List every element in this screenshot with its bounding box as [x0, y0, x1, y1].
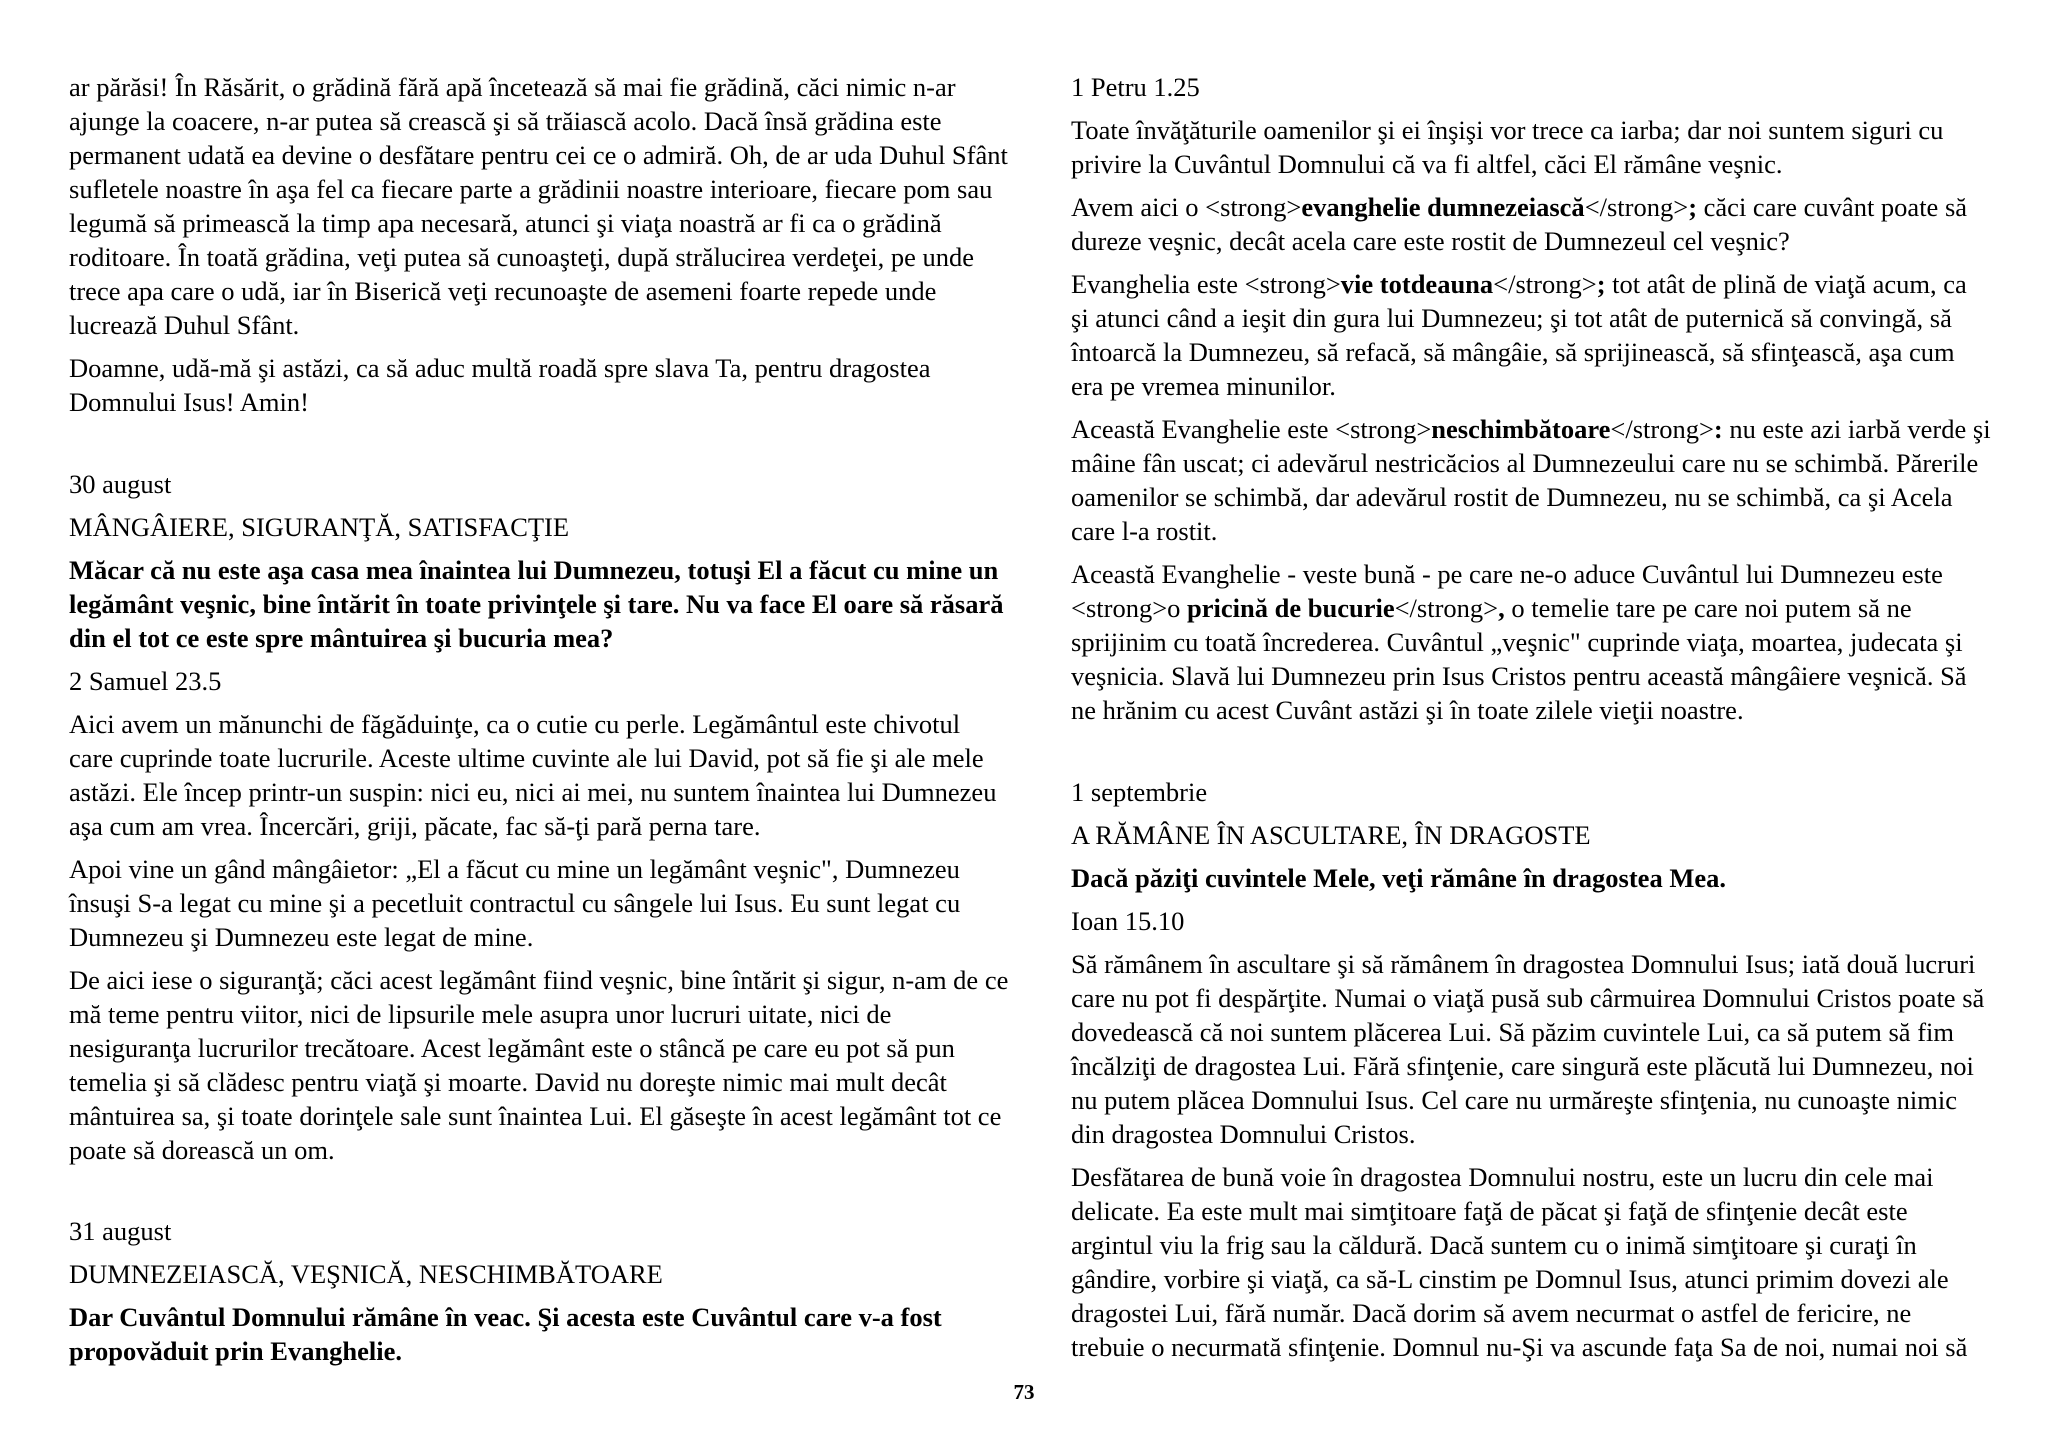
intro-paragraph: ar părăsi! În Răsărit, o grădină fără apă încetează să mai fie grădină, căci nimic n-ar ajunge la coacere, n-ar putea să crească şi să trăiască acolo. Dacă însă grădina este permanent udată ea devine o desfătare pentru cei ce o admiră. Oh, de ar uda Duhul Sfânt sufletele noastre în aşa fel ca fiecare parte a grădinii noastre interioare, fiecare pom sau legumă să primească la timp apa necesară, atunci şi viaţa noastră ar fi ca o grădină roditoare. În toată grădina, veţi putea să cunoaşteţi, după strălucirea verdeţei, pe unde trece apa care o udă, iar în Biserică veţi recunoaşte de asemeni foarte repede unde lucrează Duhul Sfânt. — [69, 72, 1008, 340]
text-run: </strong> — [1584, 192, 1689, 222]
text-run: nu este azi iarbă verde şi mâine fân uscat; ci adevărul nestricăcios al Dumnezeului care nu se schimbă. Părerile oamenilor se schimbă, dar adevărul rostit de Dumnezeu, nu se schimbă, ca şi Acela care l-a rostit. — [1071, 414, 1991, 546]
date-sep-1: 1 septembrie — [1071, 777, 1208, 807]
verse-aug-30: Măcar că nu este aşa casa mea înaintea lui Dumnezeu, totuşi El a făcut cu mine un legământ veşnic, bine întărit în toate privinţele şi tare. Nu va face El oare să răsară din el tot ce este spre mântuirea şi bucuria mea? — [69, 555, 1004, 653]
bold-punctuation: , — [1498, 593, 1505, 623]
paragraph-aug-31-4 — [1071, 412, 1991, 548]
paragraph-aug-31-1: Toate învăţăturile oamenilor şi ei înşişi vor trece ca iarba; dar noi suntem siguri cu privire la Cuvântul Domnului că va fi altfel, căci El rămâne veşnic. — [1071, 115, 1944, 179]
bold-punctuation: : — [1713, 414, 1723, 444]
bold-phrase: evanghelie dumnezeiască — [1301, 192, 1585, 222]
paragraph-aug-30-1: Aici avem un mănunchi de făgăduinţe, ca o cutie cu perle. Legământul este chivotul care cuprinde toate lucrurile. Aceste ultime cuvinte ale lui David, pot să fie şi ale mele astăzi. Ele încep printr-un suspin: nici eu, nici ai mei, nu suntem înaintea lui Dumnezeu aşa cum am vrea. Încercări, griji, păcate, fac să-ţi pară perna tare. — [69, 709, 997, 841]
section-spacer — [1071, 736, 1991, 775]
bold-phrase: vie totdeauna — [1340, 269, 1494, 299]
text-run: o temelie tare pe care noi putem să ne sprijinim cu toată încrederea. Cuvântul „veşnic" cuprinde viaţa, moartea, judecata şi veşnicia. Slavă lui Dumnezeu prin Isus Cristos pentru această mângâiere veşnică. Să ne hrănim cu acest Cuvânt astăzi şi în toate zilele vieţii noastre. — [1071, 593, 1967, 725]
title-sep-1: A RĂMÂNE ÎN ASCULTARE, ÎN DRAGOSTE — [1071, 820, 1591, 850]
paragraph-aug-30-3: De aici iese o siguranţă; căci acest legământ fiind veşnic, bine întărit şi sigur, n-am de ce mă teme pentru viitor, nici de lipsurile mele asupra unor lucruri uitate, nici de nesiguranţa lucrurilor trecătoare. Acest legământ este o stâncă pe care eu pot să pun temelia şi să clădesc pentru viaţă şi moarte. David nu doreşte nimic mai mult decât mântuirea sa, şi toate dorinţele sale sunt înaintea Lui. El găseşte în acest legământ tot ce poate să dorească un om. — [69, 965, 1009, 1165]
title-aug-30: MÂNGÂIERE, SIGURANŢĂ, SATISFACŢIE — [69, 512, 570, 542]
paragraph-aug-31-3 — [1071, 267, 1991, 403]
text-run: Avem aici o <strong> — [1071, 192, 1302, 222]
paragraph-aug-31-5 — [1071, 557, 1991, 727]
paragraph-sep-1-1: Să rămânem în ascultare şi să rămânem în dragostea Domnului Isus; iată două lucruri care nu pot fi despărţite. Numai o viaţă pusă sub cârmuirea Domnului Cristos poate să dovedească că noi suntem plăcerea Lui. Să păzim cuvintele Lui, ca să putem să fim încălziţi de dragostea Lui. Fără sfinţenie, care singură este plăcută lui Dumnezeu, noi nu putem plăcea Domnului Isus. Cel care nu urmăreşte sfinţenia, nu cunoaşte nimic din dragostea Domnului Cristos. — [1071, 949, 1985, 1149]
title-aug-31: DUMNEZEIASCĂ, VEŞNICĂ, NESCHIMBĂTOARE — [69, 1259, 663, 1289]
paragraph-sep-1-2: Desfătarea de bună voie în dragostea Domnului nostru, este un lucru din cele mai delicate. Ea este mult mai simţitoare faţă de păcat şi faţă de sfinţenie decât este argintul viu la frig sau la căldură. Dacă suntem cu o inimă simţitoare şi curaţi în gândire, vorbire şi viaţă, ca să-L cinstim pe Domnul Isus, atunci primim dovezi ale dragostei Lui, fără număr. Dacă dorim să avem necurmat o astfel de fericire, ne trebuie o necurmată sfinţenie. Domnul nu-Şi va ascunde faţa Sa de noi, numai noi să — [1071, 1162, 1968, 1362]
reference-aug-31: 1 Petru 1.25 — [1071, 72, 1200, 102]
text-run: Evanghelia este <strong> — [1071, 269, 1341, 299]
section-spacer — [69, 428, 1009, 467]
text-run: </strong> — [1394, 593, 1499, 623]
verse-aug-31: Dar Cuvântul Domnului rămâne în veac. Şi acesta este Cuvântul care v-a fost propovăduit prin Evanghelie. — [69, 1302, 942, 1366]
text-run: Această Evanghelie este <strong> — [1071, 414, 1432, 444]
paragraph-aug-31-2 — [1071, 190, 1991, 258]
bold-punctuation: ; — [1596, 269, 1606, 299]
reference-sep-1: Ioan 15.10 — [1071, 906, 1185, 936]
text-run: tot atât de plină de viaţă acum, ca şi atunci când a ieşit din gura lui Dumnezeu; şi tot atât de puternică să convingă, să întoarcă la Dumnezeu, să refacă, să mângâie, să sprijinească, să sfinţească, aşa cum era pe vremea minunilor. — [1071, 269, 1967, 401]
section-spacer — [69, 1176, 1009, 1214]
bold-phrase: pricină de bucurie — [1187, 593, 1395, 623]
left-column — [69, 70, 1009, 1377]
paragraph-aug-30-2: Apoi vine un gând mângâietor: „El a făcut cu mine un legământ veşnic", Dumnezeu însuşi S-a legat cu mine şi a pecetluit contractul cu sângele lui Isus. Eu sunt legat cu Dumnezeu şi Dumnezeu este legat de mine. — [69, 854, 961, 952]
right-column — [1071, 70, 1991, 1373]
page-number: 73 — [1013, 1380, 1035, 1404]
date-aug-31: 31 august — [69, 1216, 172, 1246]
verse-sep-1: Dacă păziţi cuvintele Mele, veţi rămâne în dragostea Mea. — [1071, 863, 1726, 893]
reference-aug-30: 2 Samuel 23.5 — [69, 666, 222, 696]
text-run: </strong> — [1610, 414, 1714, 444]
text-run: căci care cuvânt poate să dureze veşnic, decât acela care este rostit de Dumnezeul cel veşnic? — [1071, 192, 1968, 256]
bold-phrase: neschimbătoare — [1431, 414, 1611, 444]
bold-punctuation: ; — [1688, 192, 1698, 222]
text-run: </strong> — [1493, 269, 1597, 299]
text-run: Această Evanghelie - veste bună - pe care ne-o aduce Cuvântul lui Dumnezeu este <strong>o — [1071, 559, 1943, 623]
prayer-paragraph: Doamne, udă-mă şi astăzi, ca să aduc multă roadă spre slava Ta, pentru dragostea Domnului Isus! Amin! — [69, 353, 931, 417]
date-aug-30: 30 august — [69, 469, 172, 499]
